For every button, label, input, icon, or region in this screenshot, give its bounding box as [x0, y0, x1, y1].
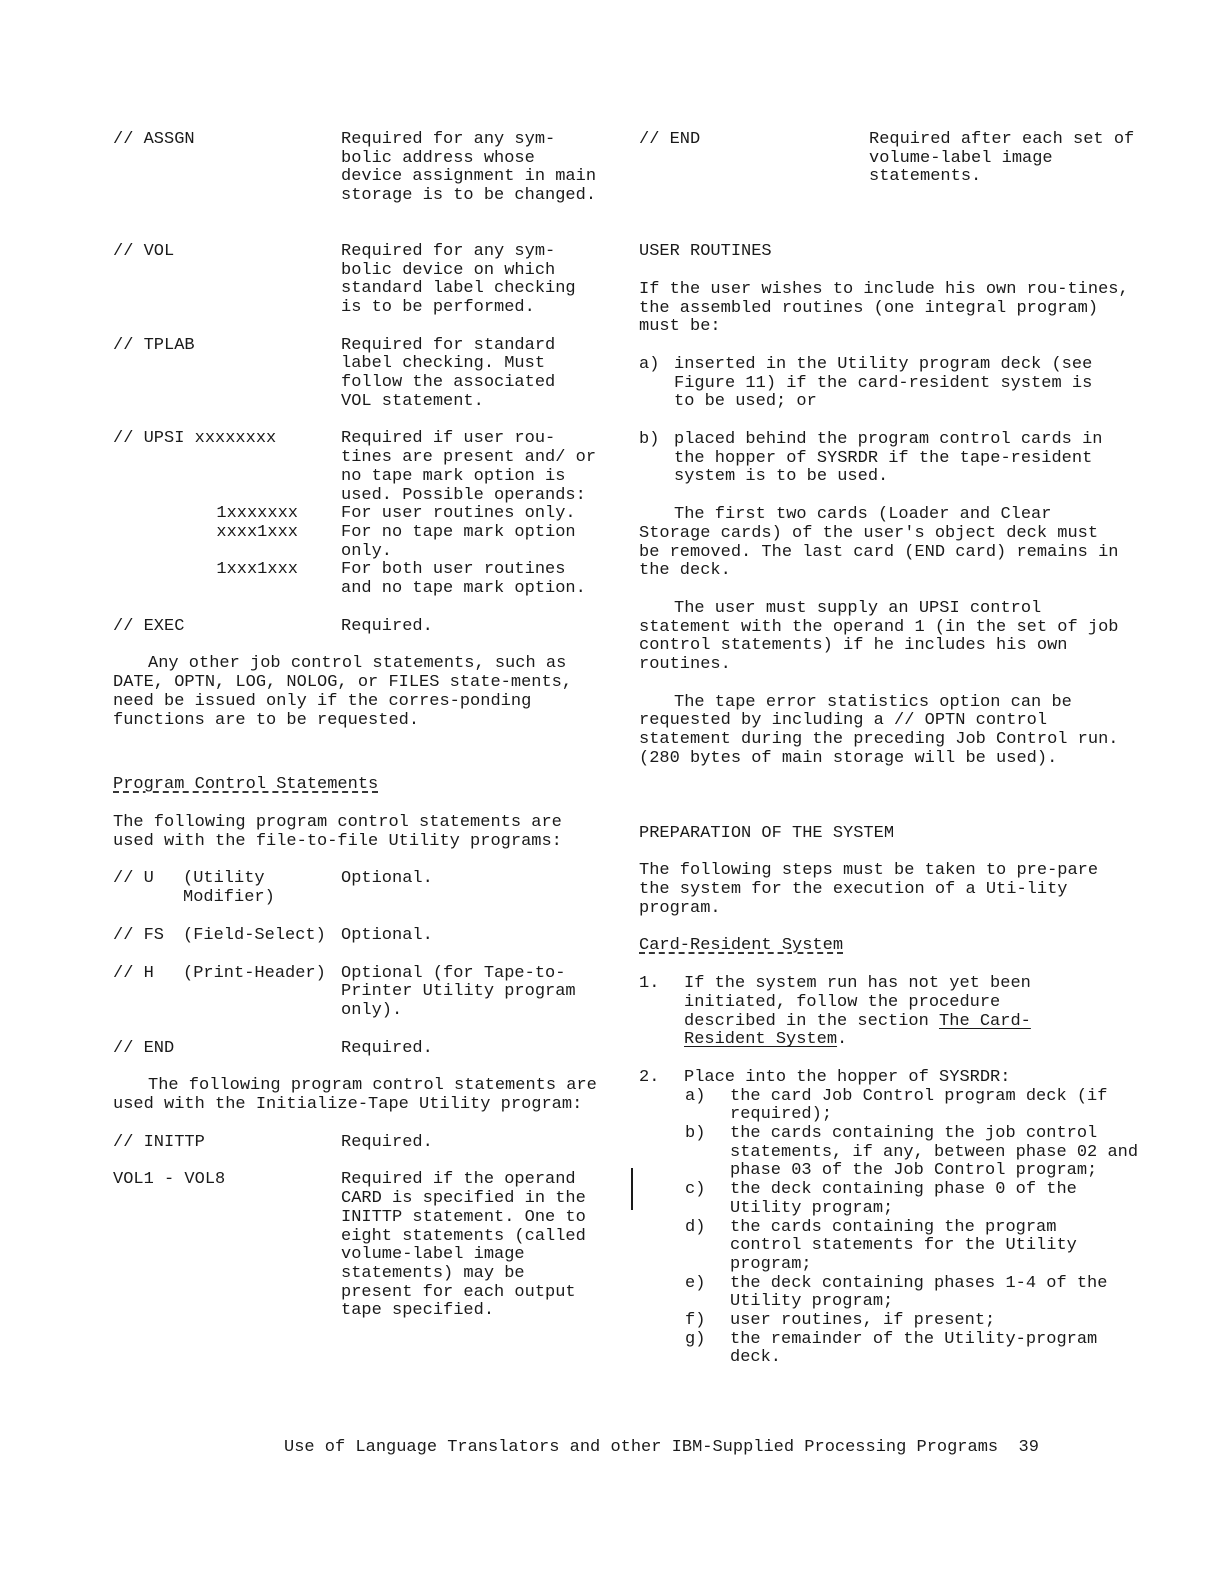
statement-text: Required. — [341, 616, 433, 636]
vol-row — [113, 243, 613, 318]
assgn-row — [113, 131, 613, 206]
preparation-intro: The following steps must be taken to pre-pare the system for the execution of a Uti-lity program. — [639, 861, 1099, 918]
statement-key: // EXEC — [113, 616, 185, 636]
user-item-a — [639, 356, 1139, 412]
item-marker: c) — [685, 1180, 706, 1200]
item-marker: d) — [685, 1217, 706, 1237]
item-text: the deck containing phases 1-4 of the Utility program; — [730, 1273, 1108, 1312]
operand-key: 1xxx1xxx — [216, 560, 298, 580]
end-row — [639, 131, 1139, 187]
step-2-item — [639, 1125, 1139, 1181]
step-1-text: If the system run has not yet been initiated, follow the procedure described in the section — [684, 974, 1031, 1031]
statement-text: Required for any sym-bolic device on which standard label checking is to be performed. — [341, 241, 576, 317]
statement-text: Required. — [341, 1038, 433, 1058]
step-2-item — [639, 1331, 1139, 1368]
statement-key: // ASSGN — [113, 130, 195, 149]
item-marker: a) — [639, 354, 660, 374]
user-paragraph-3: The tape error statistics option can be requested by including a // OPTN control statement during the preceding Job Control run. (280 bytes of main storage will be used). — [639, 692, 1119, 768]
operand-key: 1xxxxxxx — [216, 504, 298, 524]
pcs-item-u — [113, 870, 613, 907]
other-statements-paragraph: Any other job control statements, such as DATE, OPTN, LOG, NOLOG, or FILES state-ments, need be issued only if the corres-ponding functions are to be requested. — [113, 654, 573, 730]
item-text: the cards containing the program control statements for the Utility program; — [730, 1217, 1077, 1274]
operand-key: xxxx1xxx — [216, 522, 298, 542]
step-number: 1. — [639, 974, 660, 994]
statement-key: // INITTP — [113, 1132, 205, 1152]
statement-key: // VOL — [113, 241, 175, 261]
vol18-row — [113, 1171, 613, 1321]
pcs-key: // U — [113, 869, 154, 889]
change-bar — [631, 1168, 633, 1210]
step-2-item — [639, 1219, 1139, 1275]
user-routines-heading: USER ROUTINES — [639, 242, 772, 262]
upsi-row — [113, 430, 613, 505]
pcs-desc: (Field-Select) — [183, 925, 326, 945]
user-paragraph-2: The user must supply an UPSI control statement with the operand 1 (in the set of job control statements) if he includes his own routines. — [639, 598, 1119, 675]
statement-text: Required if the operand CARD is specified in the INITTP statement. One to eight statements (called volume-label image statements) may be present for each output tape specified. — [341, 1170, 586, 1321]
statement-key: // TPLAB — [113, 335, 195, 355]
pcs-item-fs — [113, 927, 613, 946]
item-text: the cards containing the job control statements, if any, between phase 02 and phase 03 of the Job Control program; — [730, 1124, 1139, 1181]
pcs-intro-paragraph: The following program control statements are used with the file-to-file Utility programs: — [113, 812, 562, 851]
item-text: inserted in the Utility program deck (see Figure 11) if the card-resident system is to be used; or — [674, 354, 1093, 412]
statement-key: // END — [113, 1038, 175, 1058]
item-text: the deck containing phase 0 of the Utility program; — [730, 1180, 1077, 1218]
user-paragraph-1: The first two cards (Loader and Clear Storage cards) of the user's object deck must be removed. The last card (END card) remains in the deck. — [639, 505, 1119, 581]
item-text: user routines, if present; — [730, 1311, 996, 1331]
statement-text: Required for standard label checking. Must follow the associated VOL statement. — [341, 335, 556, 411]
user-intro-paragraph: If the user wishes to include his own rou-tines, the assembled routines (one integral program) must be: — [639, 279, 1129, 337]
card-resident-link[interactable]: The Card-Resident System — [684, 1011, 1031, 1050]
left-column — [113, 131, 613, 1321]
pcs-desc: (Print-Header) — [183, 963, 326, 983]
step-text: Place into the hopper of SYSRDR: — [684, 1067, 1011, 1087]
program-control-heading: Program Control Statements — [113, 775, 379, 795]
pcs-desc: (Utility Modifier) — [183, 869, 275, 908]
init-intro-paragraph: The following program control statements are used with the Initialize-Tape Utility program: — [113, 1076, 597, 1115]
statement-text: Required. — [341, 1132, 433, 1152]
statement-text: Required if user rou-tines are present and/ or no tape mark option is used. Possible operands: — [341, 429, 597, 505]
step-2-item — [639, 1275, 1139, 1312]
step-2-item — [639, 1312, 1139, 1331]
page-number: 39 — [1018, 1438, 1039, 1457]
statement-text: Required for any sym-bolic address whose device assignment in main storage is to be changed. — [341, 130, 597, 206]
page-footer — [284, 1439, 1039, 1458]
pcs-key: // FS — [113, 925, 165, 945]
step-number: 2. — [639, 1067, 660, 1087]
exec-row — [113, 618, 613, 637]
pcs-key: // H — [113, 963, 154, 983]
item-text: the remainder of the Utility-program deck. — [730, 1329, 1098, 1368]
step-2 — [639, 1069, 1139, 1088]
step-2-item — [639, 1088, 1139, 1125]
upsi-operand-row — [113, 505, 613, 524]
item-text: the card Job Control program deck (if required); — [730, 1086, 1108, 1125]
item-marker: b) — [639, 430, 660, 450]
upsi-operand-row — [113, 524, 613, 561]
operand-text: For user routines only. — [341, 504, 576, 524]
statement-key: VOL1 - VOL8 — [113, 1170, 226, 1190]
item-marker: f) — [685, 1311, 706, 1331]
footer-title: Use of Language Translators and other IBM-Supplied Processing Programs — [284, 1438, 999, 1457]
operand-text: For both user routines and no tape mark option. — [341, 560, 586, 599]
statement-key: // UPSI xxxxxxxx — [113, 429, 277, 449]
operand-text: For no tape mark option only. — [341, 522, 576, 561]
statement-key: // END — [639, 130, 701, 149]
item-marker: e) — [685, 1273, 706, 1293]
pcs-item-h — [113, 965, 613, 1021]
item-marker: g) — [685, 1329, 706, 1349]
item-marker: b) — [685, 1124, 706, 1144]
tplab-row — [113, 337, 613, 412]
step-1-end: . — [837, 1030, 848, 1050]
step-1 — [639, 975, 1139, 1050]
item-text: placed behind the program control cards in the hopper of SYSRDR if the tape-resident system is to be used. — [674, 430, 1103, 487]
step-2-item — [639, 1181, 1139, 1218]
preparation-heading: PREPARATION OF THE SYSTEM — [639, 823, 895, 843]
right-column — [639, 131, 1139, 1368]
pcs-text: Optional (for Tape-to-Printer Utility program only). — [341, 963, 576, 1020]
end-row — [113, 1040, 613, 1059]
user-item-b — [639, 431, 1139, 487]
pcs-text: Optional. — [341, 925, 433, 945]
card-resident-heading: Card-Resident System — [639, 936, 844, 956]
pcs-text: Optional. — [341, 869, 433, 889]
step-text — [684, 975, 1084, 1050]
statement-text: Required after each set of volume-label image statements. — [869, 130, 1135, 187]
upsi-operand-row — [113, 561, 613, 598]
item-marker: a) — [685, 1086, 706, 1106]
inittp-row — [113, 1134, 613, 1153]
